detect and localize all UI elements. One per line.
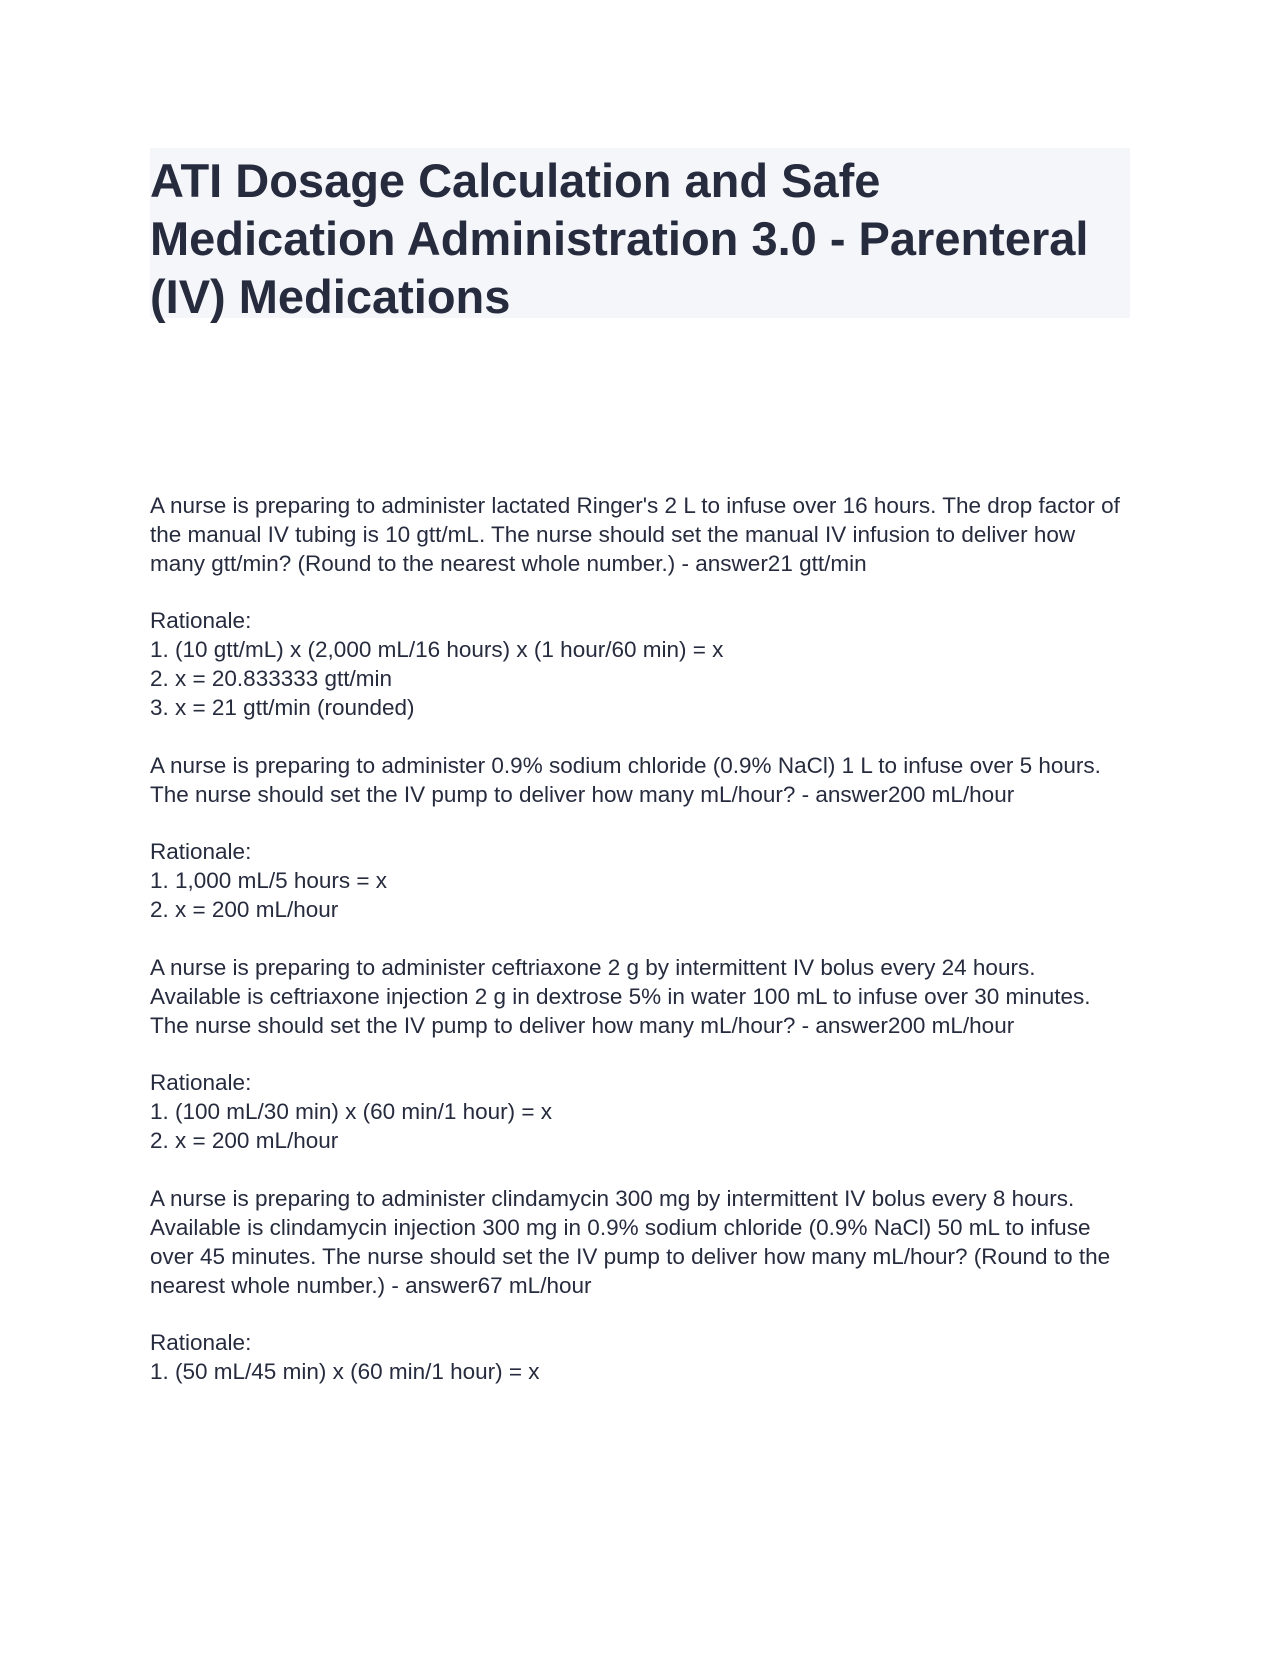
rationale-step: 1. (10 gtt/mL) x (2,000 mL/16 hours) x (1 hour/60 min) = x: [150, 637, 724, 662]
question-text: A nurse is preparing to administer lactated Ringer's 2 L to infuse over 16 hours. The drop factor of the manual IV tubing is 10 gtt/mL. The nurse should set the manual IV infusion to deliver how many gtt/min? (Round to the nearest whole number.) - answer21 gtt/min: [150, 493, 1127, 576]
rationale-block: [150, 606, 1130, 722]
rationale-block: [150, 837, 1130, 924]
rationale-label: Rationale:: [150, 1070, 252, 1095]
title-block: [150, 148, 1130, 323]
rationale-block: [150, 1328, 1130, 1386]
rationale-label: Rationale:: [150, 1330, 252, 1355]
rationale-step: 2. x = 200 mL/hour: [150, 897, 339, 922]
rationale-step: 1. (50 mL/45 min) x (60 min/1 hour) = x: [150, 1359, 540, 1384]
rationale-step: 1. (100 mL/30 min) x (60 min/1 hour) = x: [150, 1099, 553, 1124]
question-block: [150, 751, 1130, 924]
document-content: [150, 491, 1130, 1386]
question-text: A nurse is preparing to administer clindamycin 300 mg by intermittent IV bolus every 8 hours. Available is clindamycin injection 300 mg in 0.9% sodium chloride (0.9% NaCl) 50 mL to infuse over 45 minutes. The nurse should set the IV pump to deliver how many mL/hour? (Round to the nearest whole number.) - answer67 mL/hour: [150, 1186, 1117, 1298]
rationale-label: Rationale:: [150, 608, 252, 633]
question-text: A nurse is preparing to administer ceftriaxone 2 g by intermittent IV bolus every 24 hours. Available is ceftriaxone injection 2 g in dextrose 5% in water 100 mL to infuse over 30 minutes. The nurse should set the IV pump to deliver how many mL/hour? - answer200 mL/hour: [150, 955, 1097, 1038]
rationale-step: 2. x = 200 mL/hour: [150, 1128, 339, 1153]
document-title: ATI Dosage Calculation and Safe Medication Administration 3.0 - Parenteral (IV) Medications: [150, 154, 1089, 323]
rationale-step: 3. x = 21 gtt/min (rounded): [150, 695, 415, 720]
question-text: A nurse is preparing to administer 0.9% sodium chloride (0.9% NaCl) 1 L to infuse over 5 hours. The nurse should set the IV pump to deliver how many mL/hour? - answer200 mL/hour: [150, 753, 1107, 807]
question-block: [150, 1184, 1130, 1386]
rationale-step: 1. 1,000 mL/5 hours = x: [150, 868, 388, 893]
question-block: [150, 491, 1130, 722]
rationale-block: [150, 1068, 1130, 1155]
document-page: [150, 148, 1130, 1386]
rationale-step: 2. x = 20.833333 gtt/min: [150, 666, 393, 691]
rationale-label: Rationale:: [150, 839, 252, 864]
question-block: [150, 953, 1130, 1155]
